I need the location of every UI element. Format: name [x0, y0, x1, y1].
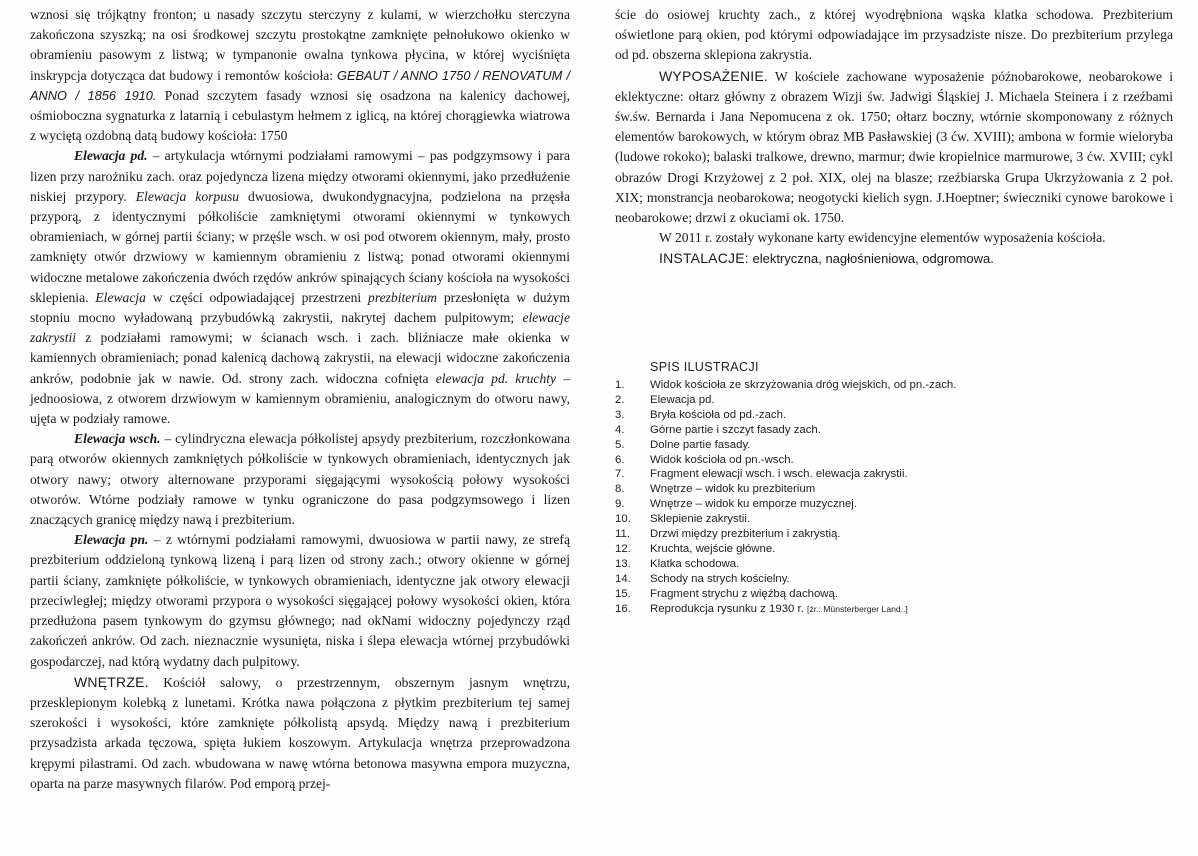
item-number: 13. [615, 557, 631, 570]
list-item [615, 587, 1035, 602]
illustrations-title: SPIS ILUSTRACJI [650, 360, 759, 374]
paragraph-text: W 2011 r. zostały wykonane karty ewidencyjne elementów wyposażenia kościoła. [659, 230, 1106, 246]
term-italic: Elewacja korpusu [135, 188, 240, 204]
item-text: Sklepienie zakrystii. [650, 513, 751, 526]
item-source-note: [źr.: Münsterberger Land..] [807, 603, 908, 614]
item-text: Fragment strychu z więźbą dachową. [650, 587, 839, 600]
section-heading-interior: WNĘTRZE. [74, 673, 149, 690]
item-number: 9. [615, 498, 625, 511]
item-number: 11. [615, 528, 630, 541]
list-item [615, 423, 1035, 438]
paragraph-text: wznosi się trójkątny fronton; u nasady szczytu sterczyny z kulami, w wierzchołku sterczyna zakończona szyszką; na osi środkowej szczytu prostokątne zamknięte pełnołukowo okienko w obramieniu pasowym z listwą; w tympanonie owalna tynkowa płycina, w której wyciśnięta inskrypcja dotycząca dat budowy i remontów kościoła: [30, 7, 570, 83]
item-text: Wnętrze – widok ku emporze muzycznej. [650, 498, 858, 511]
item-number: 5. [615, 438, 625, 451]
list-item [615, 393, 1035, 408]
list-item [615, 467, 1035, 482]
term-italic: elewacja pd. kruchty [435, 370, 557, 386]
list-item [615, 453, 1035, 468]
item-number: 10. [615, 513, 631, 526]
right-column [615, 5, 1173, 270]
item-number: 6. [615, 453, 625, 466]
term-heading: Elewacja wsch. [74, 431, 161, 447]
item-text: Bryła kościoła od pd.-zach. [650, 408, 787, 421]
paragraph-text: Kościół salowy, o przestrzennym, obszernym jasnym wnętrzu, przesklepionym kolebką z lunetami. Krótka nawa połączona z płytkim prezbiterium tej samej szerokości i wysokości, które zamknięte półkolistą apsydą. Między nawą i prezbiterium przysadzista arkada tęczowa, spięta łukiem koszowym. Artykulacja wnętrza przeprowadzona krępymi pilastrami. Od zach. wbudowana w nawę wtórna betonowa masywna empora muzyczna, oparta na parze masywnych filarów. Pod emporą przej- [30, 674, 570, 791]
paragraph-text: ście do osiowej kruchty zach., z której wyodrębniona wąska klatka schodowa. Prezbiterium oświetlone parą okien, pod którymi odpowiadające im przysadziste nisze. Do prezbiterium przylega od pd. obszerna sklepiona zakrystia. [615, 7, 1173, 63]
paragraph-text: W kościele zachowane wyposażenie późnobarokowe, neobarokowe i eklektyczne: ołtarz główny z obrazem Wizji św. Jadwigi Śląskiej J. Michaela Steinera i z rzeźbami św.św. Bernarda i Jana Nepomucena z ok. 1750; ołtarz boczny, wtórnie skomponowany z różnych elementów barokowych, w którym obraz MB Pasławskiej (3 ćw. XVIII); ambona w formie wieloryba (ludowe rokoko); balaski tralkowe, drewno, marmur; dwie kropielnice marmurowe, 3 ćw. XVIII; cykl obrazów Drogi Krzyżowej z 2 poł. XIX, olej na blasze; rzeźbiarska Grupa Ukrzyżowania z 2 poł. XIX; monstrancja neobarokowa; neogotycki kielich sygn. J.Hoeptner; świeczniki cynowe barokowe i neobarokowe; drzwi z okuciami ok. 1750. [615, 68, 1173, 226]
item-text: Górne partie i szczyt fasady zach. [650, 423, 821, 436]
term-italic: prezbiterium [368, 289, 438, 305]
term-italic: Elewacja [95, 289, 146, 305]
item-number: 7. [615, 468, 625, 481]
list-item [615, 602, 1035, 617]
illustrations-list [615, 378, 1035, 617]
paragraph-text: – cylindryczna elewacja półkolistej apsydy prezbiterium, rozczłonkowana parą otworów okiennych zamkniętych półkoliście w tynkowych obramieniach, identycznych jak otwory nawy; otwory alternowane przyporami sięgającymi wysokością połowy wysokości otworów. Wtórne podziały ramowe w tynku ograniczone do pasa podgzymsowego i lizen znaczących granicę między nawą i prezbiterium. [30, 431, 570, 528]
item-number: 8. [615, 483, 625, 496]
item-text: Dolne partie fasady. [650, 438, 751, 451]
item-text: Widok kościoła od pn.-wsch. [650, 453, 794, 466]
item-number: 15. [615, 587, 631, 600]
item-number: 2. [615, 393, 625, 406]
list-item [615, 512, 1035, 527]
paragraph-text: – artykulacja wtórnymi podziałami ramowymi – pas podgzymsowy i para lizen przy narożniku zach. oraz pojedyncza lizena między otworami okiennymi, jako przedłużenie niskiej przypory. [30, 148, 570, 204]
paragraph-facade-gable [30, 5, 570, 146]
left-column [30, 5, 570, 794]
item-number: 1. [615, 379, 625, 391]
item-text: Schody na strych kościelny. [650, 572, 790, 585]
item-text: Klatka schodowa. [650, 557, 740, 570]
list-item [615, 497, 1035, 512]
paragraph-text: elektryczna, nagłośnieniowa, odgromowa. [748, 251, 994, 267]
term-heading: Elewacja pn. [74, 532, 149, 548]
paragraph-furnishings [615, 66, 1173, 229]
term-italic: elewacje zakrystii [30, 310, 570, 346]
paragraph-text: w części odpowiadającej przestrzeni [145, 289, 369, 305]
paragraph-records [615, 228, 1173, 248]
item-text: Kruchta, wejście główne. [650, 542, 776, 555]
paragraph-interior [30, 672, 570, 794]
term-heading: Elewacja pd. [74, 148, 148, 164]
item-number: 16. [615, 602, 631, 615]
list-item [615, 542, 1035, 557]
item-number: 4. [615, 423, 625, 436]
item-number: 14. [615, 572, 631, 585]
illustrations-list-section [615, 360, 1035, 617]
item-text: Elewacja pd. [650, 393, 715, 406]
paragraph-text: z podziałami ramowymi; w ścianach wsch. i zach. bliźniacze małe okienka w kamiennych obramieniach; ponad kalenicą dachową zakrystii, na elewacji widoczne zakończenia ankrów, podobnie jak w nawie. Od. strony zach. widoczna cofnięta [30, 330, 570, 386]
paragraph-north-elevation [30, 530, 570, 671]
section-heading-furnishings: WYPOSAŻENIE. [659, 67, 768, 84]
item-text: Wnętrze – widok ku prezbiterium [650, 483, 816, 496]
paragraph-text: – jednoosiowa, z otworem drzwiowym w kamiennym obramieniu, analogicznym do otworu nawy, ujęta w podziały ramowe. [30, 370, 570, 427]
list-item [615, 482, 1035, 497]
item-text: Drzwi między prezbiterium i zakrystią. [650, 528, 841, 541]
list-item [615, 572, 1035, 587]
item-text [650, 602, 1035, 617]
item-text: Widok kościoła ze skrzyżowania dróg wiejskich, od pn.-zach. [650, 379, 957, 391]
paragraph-east-elevation [30, 429, 570, 530]
inscription-text: GEBAUT / ANNO 1750 / RENOVATUM / ANNO / 1856 1910. [30, 67, 570, 103]
paragraph-south-elevation [30, 146, 570, 429]
list-item [615, 557, 1035, 572]
paragraph-text: dwuosiowa, dwukondygnacyjna, podzielona na przęsła przyporą, z identycznymi półkoliście zamkniętymi otworami okiennymi w tynkowych obramieniach, w górnej partii ściany; w przęśle wsch. w osi pod otworem okiennym, mały, prosto zamknięty otwór drzwiowy w kamiennym obramieniu z listwą; ponad otworami okiennymi widoczne metalowe zakończenia dwóch rzędów ankrów spinających ściany kościoła na wysokości sklepienia. [30, 188, 570, 305]
item-text: Fragment elewacji wsch. i wsch. elewacja zakrystii. [650, 468, 908, 481]
list-item [615, 408, 1035, 423]
item-number: 12. [615, 542, 631, 555]
list-item [615, 378, 1035, 393]
paragraph-text: przesłonięta w dużym stopniu mocno wyładowaną przybudówką zakrystii, nakrytej dachem pulpitowym; [30, 289, 570, 326]
section-heading-installations: INSTALACJE: [659, 250, 749, 267]
paragraph-interior-continued [615, 5, 1173, 66]
item-number: 3. [615, 408, 625, 421]
paragraph-text: – z wtórnymi podziałami ramowymi, dwuosiowa w partii nawy, ze strefą prezbiterium oddzieloną tynkową lizeną i parą lizen od strony zach.; otwory okienne w górnej partii ściany, zamknięte półkoliście, w tynkowych obramieniach, identyczne jak otwory elewacji przeciwległej; między otworami przypora o wysokości sięgającej połowy wysokości okien, która przedłużona pasem tynkowym do gzymsu głównego; nad okNami widoczny pojedynczy rząd zakończeń ankrów. Od zach. nieznacznie wysunięta, niska i ślepa elewacja wtórnej przybudówki gospodarczej, nad którą wydatny dach pulpitowy. [30, 532, 570, 669]
list-item [615, 438, 1035, 453]
item-text-main: Reprodukcja rysunku z 1930 r. [650, 602, 804, 615]
paragraph-installations [615, 248, 1173, 269]
list-item [615, 527, 1035, 542]
paragraph-text: Ponad szczytem fasady wznosi się osadzona na kalenicy dachowej, ośmioboczna sygnaturka z latarnią i cebulastym hełmem z iglicą, na której chorągiewka wiatrowa z wyciętą ozdobną datą budowy kościoła: 1750 [30, 87, 571, 144]
